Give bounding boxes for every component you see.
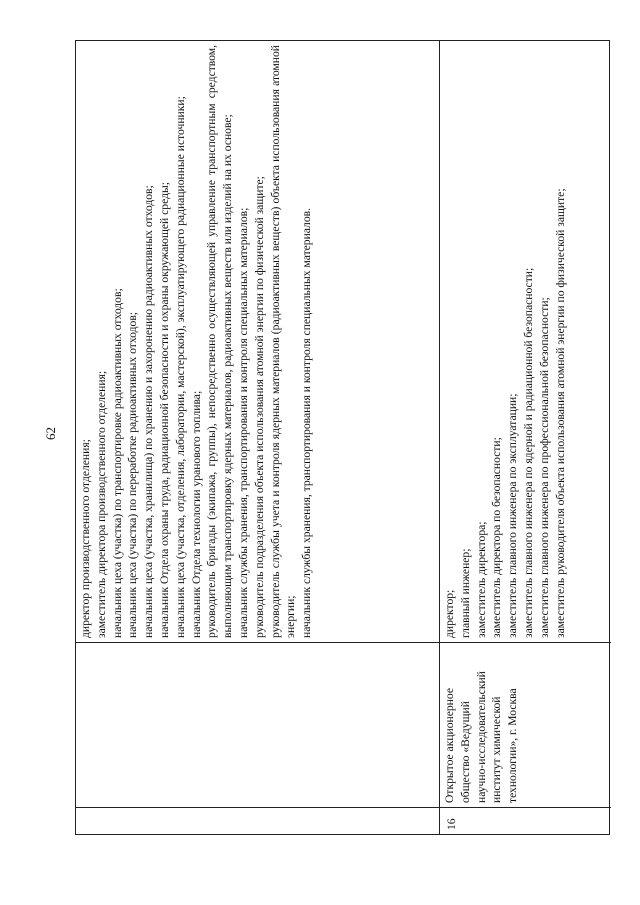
table-row	[439, 41, 611, 834]
organization-cell	[440, 642, 611, 807]
organization-name-line: научно-исследовательский	[474, 671, 488, 803]
position-line: начальник службы хранения, транспортирования и контроля специальных материалов.	[300, 208, 314, 638]
row-number-cell	[76, 807, 439, 834]
position-line: руководитель службы учета и контроля ядерных материалов (радиоактивных веществ) объекта использования атомной энергии;	[268, 45, 298, 638]
page-number: 62	[43, 427, 58, 440]
organization-name-line: общество «Ведущий	[458, 701, 472, 803]
position-line: начальник Отдела технологии уранового топлива;	[189, 390, 203, 638]
position-line: начальник цеха (участка, отделения, лаборатории, мастерской), эксплуатирующего радиационные источники;	[173, 96, 187, 638]
table-row	[76, 41, 439, 834]
positions-cell	[76, 41, 439, 642]
organization-name-line: институт химической	[490, 696, 504, 803]
row-number-cell	[440, 807, 611, 834]
position-line: директор производственного отделения;	[79, 439, 92, 638]
position-line: заместитель главного инженера по ядерной и радиационной безопасности;	[521, 267, 535, 638]
position-line: заместитель директора;	[474, 521, 488, 638]
organization-name-line: Открытое акционерное	[443, 688, 456, 803]
position-line: начальник цеха (участка) по переработке радиоактивных отходов;	[126, 311, 140, 638]
organization-cell	[76, 642, 439, 807]
positions-cell	[440, 41, 611, 642]
position-line: начальник цеха (участка) по транспортировке радиоактивных отходов;	[110, 288, 124, 638]
position-line: главный инженер;	[458, 548, 472, 638]
position-line: заместитель директора по безопасности;	[490, 437, 504, 638]
position-line: начальник Отдела охраны труда, радиационной безопасности и охраны окружающей среды;	[157, 182, 171, 638]
position-line: руководитель подразделения объекта использования атомной энергии по физической защите;	[252, 176, 266, 638]
organization-name-line: технологии», г. Москва	[506, 688, 520, 803]
position-line: руководитель бригады (экипажа, группы), непосредственно осуществляющей управление транспортным средством, выполняющим транспортировку ядерных материалов, радиоактивных веществ или изделий на их основе;	[205, 45, 235, 638]
position-line: заместитель главного инженера по профессиональной безопасности;	[537, 297, 551, 638]
positions-table	[75, 40, 610, 835]
position-line: заместитель руководителя объекта использования атомной энергии по физической защите;	[553, 188, 567, 638]
position-line: начальник цеха (участка, хранилища) по хранению и захоронению радиоактивных отходов;	[142, 185, 156, 638]
position-line: начальник службы хранения, транспортирования и контроля специальных материалов;	[236, 207, 250, 638]
row-number: 16	[445, 818, 458, 830]
position-line: заместитель директора производственного отделения;	[94, 370, 108, 638]
position-line: директор;	[443, 589, 456, 638]
position-line: заместитель главного инженера по эксплуатации;	[506, 393, 520, 638]
